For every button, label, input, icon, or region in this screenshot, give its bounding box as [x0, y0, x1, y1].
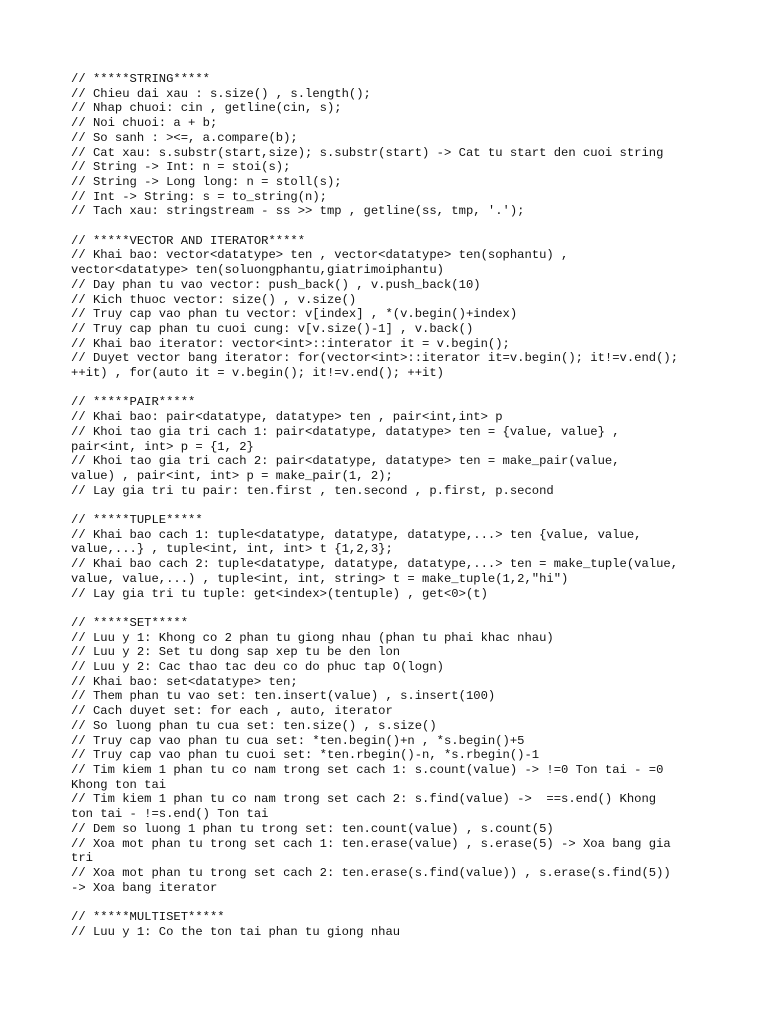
note-line: // So luong phan tu cua set: ten.size() , s.size() — [71, 718, 437, 733]
section-multiset — [71, 910, 711, 939]
section-set — [71, 616, 711, 895]
note-line: // Dem so luong 1 phan tu trong set: ten.count(value) , s.count(5) — [71, 821, 554, 836]
note-line: // Khai bao iterator: vector<int>::interator it = v.begin(); — [71, 336, 510, 351]
section-heading: // *****VECTOR AND ITERATOR***** — [71, 233, 306, 248]
note-line: // Luu y 2: Set tu dong sap xep tu be den lon — [71, 645, 401, 660]
note-line: // Duyet vector bang iterator: for(vector<int>::iterator it=v.begin(); it!=v.end(); ++it) , for(auto it = v.begin(); it!=v.end(); ++it) — [71, 351, 679, 381]
section-heading: // *****TUPLE***** — [71, 513, 203, 528]
note-line: // Day phan tu vao vector: push_back() , v.push_back(10) — [71, 277, 481, 292]
note-line: // Int -> String: s = to_string(n); — [71, 189, 327, 204]
note-line: // Luu y 1: Khong co 2 phan tu giong nhau (phan tu phai khac nhau) — [71, 630, 554, 645]
note-line: // Khai bao: vector<datatype> ten , vector<datatype> ten(sophantu) , vector<datatype> ten(soluongphantu,giatrimoiphantu) — [71, 248, 569, 278]
note-line: // Tach xau: stringstream - ss >> tmp , getline(ss, tmp, '.'); — [71, 204, 525, 219]
note-line: // String -> Int: n = stoi(s); — [71, 160, 291, 175]
note-line: // So sanh : ><=, a.compare(b); — [71, 130, 298, 145]
note-line: // Truy cap phan tu cuoi cung: v[v.size()-1] , v.back() — [71, 321, 474, 336]
note-line: // Khai bao: pair<datatype, datatype> ten , pair<int,int> p — [71, 410, 503, 425]
note-line: // Kich thuoc vector: size() , v.size() — [71, 292, 357, 307]
note-line: // Truy cap vao phan tu cua set: *ten.begin()+n , *s.begin()+5 — [71, 733, 525, 748]
note-line: // Khoi tao gia tri cach 1: pair<datatype, datatype> ten = {value, value} , pair<int, int> p = {1, 2} — [71, 424, 620, 454]
note-line: // Xoa mot phan tu trong set cach 2: ten.erase(s.find(value)) , s.erase(s.find(5)) -> Xoa bang iterator — [71, 865, 671, 895]
note-line: // String -> Long long: n = stoll(s); — [71, 174, 342, 189]
note-line: // Luu y 2: Cac thao tac deu co do phuc tap O(logn) — [71, 660, 444, 675]
note-line: // Cat xau: s.substr(start,size); s.substr(start) -> Cat tu start den cuoi string — [71, 145, 664, 160]
note-line: // Khoi tao gia tri cach 2: pair<datatype, datatype> ten = make_pair(value, value) , pair<int, int> p = make_pair(1, 2); — [71, 454, 620, 483]
note-line: // Xoa mot phan tu trong set cach 1: ten.erase(value) , s.erase(5) -> Xoa bang gia tri — [71, 836, 671, 866]
note-line: // Chieu dai xau : s.size() , s.length(); — [71, 86, 371, 101]
note-line: // Them phan tu vao set: ten.insert(value) , s.insert(100) — [71, 689, 496, 704]
section-pair — [71, 395, 711, 498]
section-vector — [71, 234, 711, 381]
note-line: // Nhap chuoi: cin , getline(cin, s); — [71, 101, 342, 116]
note-line: // Lay gia tri tu tuple: get<index>(tentuple) , get<0>(t) — [71, 586, 488, 601]
note-line: // Tim kiem 1 phan tu co nam trong set cach 1: s.count(value) -> !=0 Ton tai - =0 Khong ton tai — [71, 762, 664, 792]
section-heading: // *****PAIR***** — [71, 395, 196, 410]
note-line: // Noi chuoi: a + b; — [71, 116, 218, 131]
section-heading: // *****MULTISET***** — [71, 910, 225, 924]
document-page — [71, 72, 711, 954]
note-line: // Truy cap vao phan tu vector: v[index] , *(v.begin()+index) — [71, 307, 518, 322]
note-line: // Tim kiem 1 phan tu co nam trong set cach 2: s.find(value) -> ==s.end() Khong ton tai - !=s.end() Ton tai — [71, 792, 657, 822]
section-heading: // *****STRING***** — [71, 72, 210, 86]
note-line: // Lay gia tri tu pair: ten.first , ten.second , p.first, p.second — [71, 483, 554, 498]
note-line: // Cach duyet set: for each , auto, iterator — [71, 704, 393, 719]
note-line: // Truy cap vao phan tu cuoi set: *ten.rbegin()-n, *s.rbegin()-1 — [71, 748, 540, 763]
section-heading: // *****SET***** — [71, 615, 189, 630]
note-line: // Khai bao cach 1: tuple<datatype, datatype, datatype,...> ten {value, value, value,...} , tuple<int, int, int> t {1,2,3}; — [71, 527, 642, 557]
section-string — [71, 72, 711, 219]
note-line: // Khai bao: set<datatype> ten; — [71, 674, 298, 689]
note-line: // Khai bao cach 2: tuple<datatype, datatype, datatype,...> ten = make_tuple(value, value, value,...) , tuple<int, int, string> t = make_tuple(1,2,"hi") — [71, 557, 679, 586]
section-tuple — [71, 513, 711, 601]
note-line: // Luu y 1: Co the ton tai phan tu giong nhau — [71, 924, 401, 939]
